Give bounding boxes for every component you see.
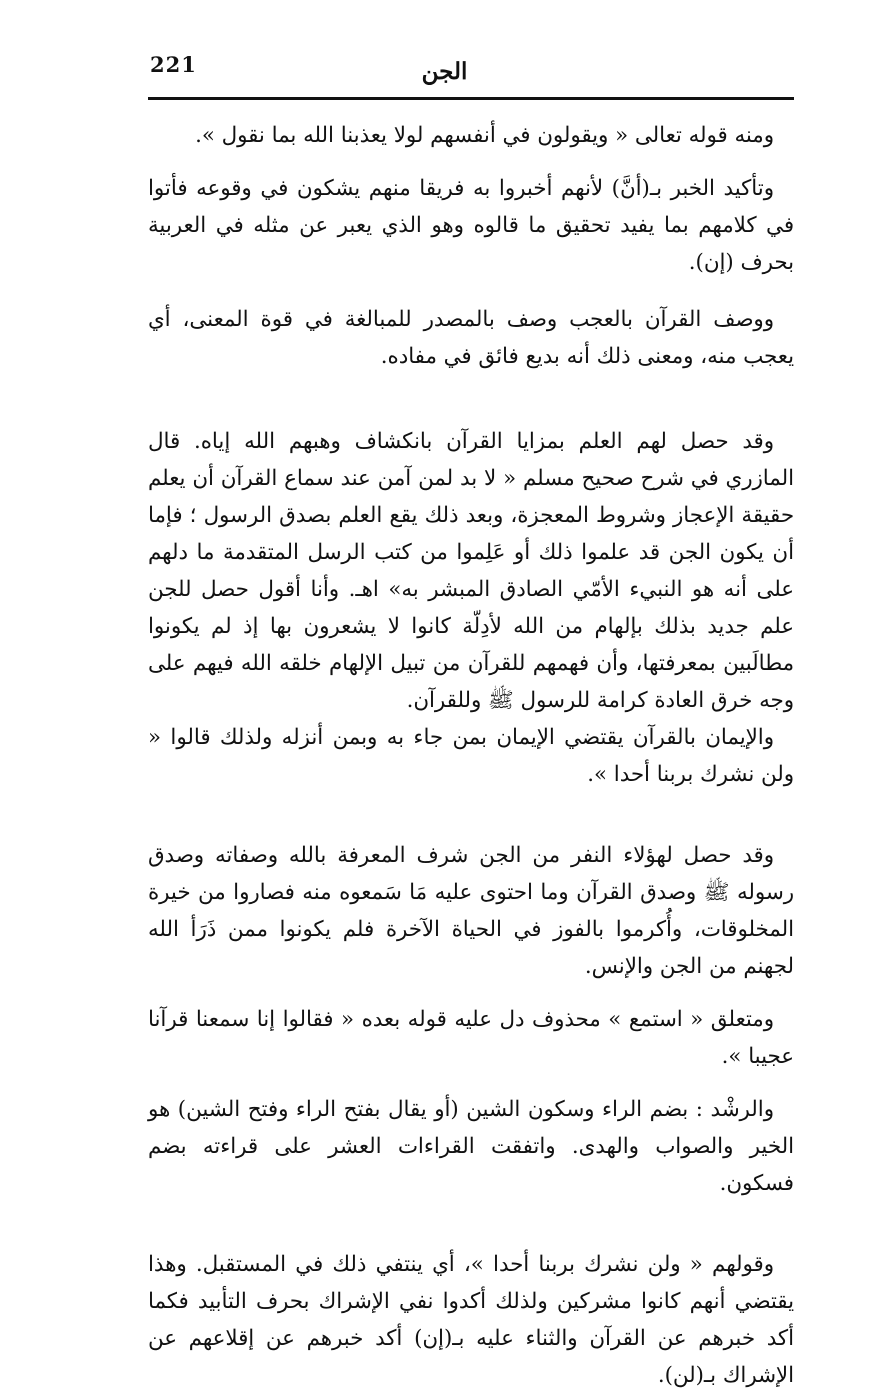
running-title: الجن <box>421 58 468 85</box>
paragraph: وتأكيد الخبر بـ(أنَّ) لأنهم أخبروا به فريقا منهم يشكون في وقوعه فأتوا في كلامهم بما يفيد تحقيق ما قالوه وهو الذي يعبر عن مثله في العربية بحرف (إن). <box>148 176 794 275</box>
header-rule <box>148 97 794 100</box>
paragraph: وقد حصل لهم العلم بمزايا القرآن بانكشاف وهبهم الله إياه. قال المازري في شرح صحيح مسلم « لا بد لمن آمن عند سماع القرآن أن يعلم حقيقة الإعجاز وشروط المعجزة، وبعد ذلك يقع العلم بصدق الرسول ؛ فإما أن يكون الجن قد علموا ذلك أو عَلِموا من كتب الرسل المتقدمة ما دلهم على أنه هو النبيء الأمّي الصادق المبشر به» اهـ. وأنا أقول حصل للجن علم جديد بذلك بإلهام من الله لأدِلّة كانوا لا يشعرون بها إذ لم يكونوا مطالَبين بمعرفتها، وأن فهمهم للقرآن من تبيل الإلهام خلقه الله فيهم على وجه خرق العادة كرامة للرسول ﷺ وللقرآن. <box>148 429 794 713</box>
paragraph: والإيمان بالقرآن يقتضي الإيمان بمن جاء به وبمن أنزله ولذلك قالوا « ولن نشرك بربنا أحدا ». <box>148 725 794 787</box>
paragraph: والرشْد : بضم الراء وسكون الشين (أو يقال بفتح الراء وفتح الشين) هو الخير والصواب والهدى. واتفقت القراءات العشر على قراءته بضم فسكون. <box>148 1097 794 1196</box>
paragraph: ومنه قوله تعالى « ويقولون في أنفسهم لولا يعذبنا الله بما نقول ». <box>195 123 774 148</box>
paragraph: وقد حصل لهؤلاء النفر من الجن شرف المعرفة بالله وصفاته وصدق رسوله ﷺ وصدق القرآن وما احتوى عليه مَا سَمعوه منه فصاروا من خيرة المخلوقات، وأُكرموا بالفوز في الحياة الآخرة فلم يكونوا ممن ذَرَأ الله لجهنم من الجن والإنس. <box>148 843 794 979</box>
page-body <box>148 117 794 1394</box>
paragraph: وقولهم « ولن نشرك بربنا أحدا »، أي ينتفي ذلك في المستقبل. وهذا يقتضي أنهم كانوا مشركين ولذلك أكدوا نفي الإشراك بحرف التأبيد فكما أكد خبرهم عن القرآن والثناء عليه بـ(إن) أكد خبرهم عن إقلاعهم عن الإشراك بـ(لن). <box>148 1252 794 1388</box>
paragraph: ومتعلق « استمع » محذوف دل عليه قوله بعده « فقالوا إنا سمعنا قرآنا عجيبا ». <box>148 1007 794 1069</box>
page-number: 221 <box>150 52 197 77</box>
paragraph: ووصف القرآن بالعجب وصف بالمصدر للمبالغة في قوة المعنى، أي يعجب منه، ومعنى ذلك أنه بديع فائق في مفاده. <box>148 307 794 369</box>
